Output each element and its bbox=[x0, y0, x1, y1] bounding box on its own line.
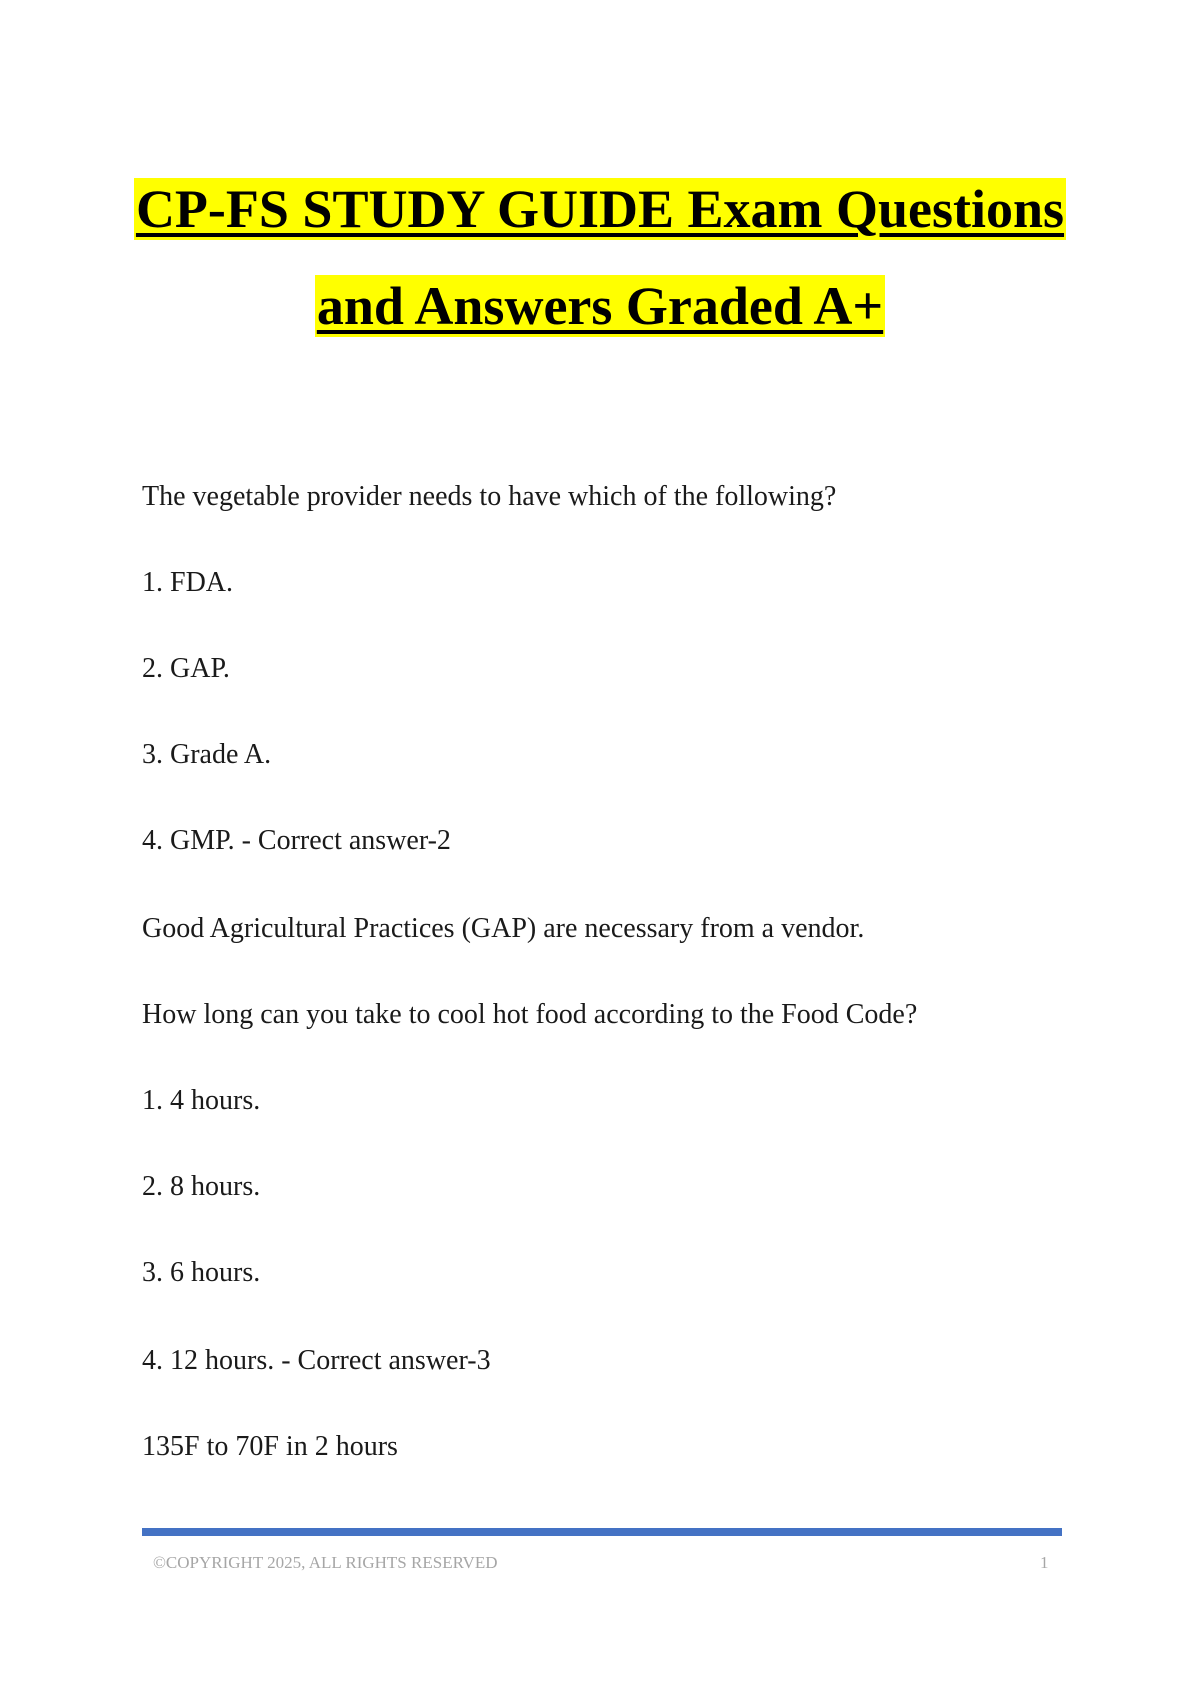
question-1-option-3: 3. Grade A. bbox=[142, 739, 272, 770]
question-2-option-1: 1. 4 hours. bbox=[142, 1085, 261, 1116]
footer-copyright: ©COPYRIGHT 2025, ALL RIGHTS RESERVED bbox=[153, 1553, 498, 1572]
footer-divider bbox=[142, 1528, 1062, 1536]
title-line-2: and Answers Graded A+ bbox=[316, 276, 884, 336]
question-1-option-4-answer: 4. GMP. - Correct answer-2 bbox=[142, 825, 451, 856]
question-2-option-4-answer: 4. 12 hours. - Correct answer-3 bbox=[142, 1345, 491, 1376]
footer-page-number: 1 bbox=[1040, 1553, 1049, 1572]
question-1-option-2: 2. GAP. bbox=[142, 653, 230, 684]
question-1-option-1: 1. FDA. bbox=[142, 567, 234, 598]
question-2-option-3: 3. 6 hours. bbox=[142, 1257, 261, 1288]
question-2-text: How long can you take to cool hot food according to the Food Code? bbox=[142, 999, 918, 1030]
question-2-explanation: 135F to 70F in 2 hours bbox=[142, 1431, 398, 1462]
question-1-text: The vegetable provider needs to have which of the following? bbox=[142, 481, 837, 512]
question-2-option-2: 2. 8 hours. bbox=[142, 1171, 261, 1202]
title-line-1: CP-FS STUDY GUIDE Exam Questions bbox=[135, 179, 1065, 239]
question-1-explanation: Good Agricultural Practices (GAP) are necessary from a vendor. bbox=[142, 913, 865, 944]
